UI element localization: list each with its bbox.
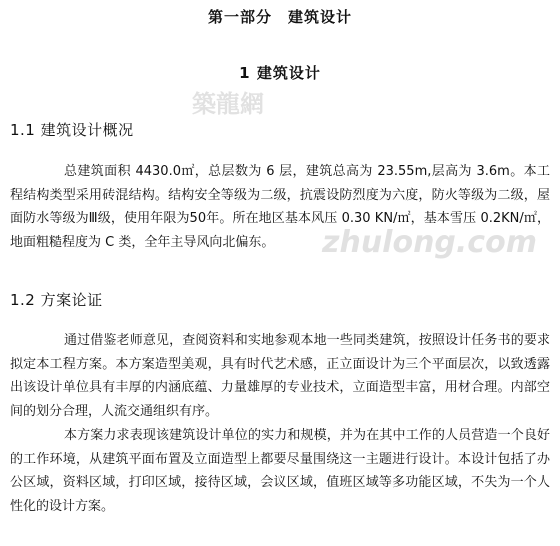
section-heading-1-1: 1.1 建筑设计概况 xyxy=(10,121,134,139)
section-1-2-paragraph-1: 通过借鉴老师意见，查阅资料和实地参观本地一些同类建筑，按照设计任务书的要求拟定本工程方案。本方案造型美观，具有时代艺术感，正立面设计为三个平面层次，以致透露出该设计单位具有丰厚的内涵底蕴、力量雄厚的专业技术，立面造型丰富，用材合理。内部空间的划分合理，人流交通组织有序。 xyxy=(10,333,550,419)
section-heading-1-2: 1.2 方案论证 xyxy=(10,291,103,309)
part-title: 第一部分 建筑设计 xyxy=(207,8,352,26)
section-1-2-paragraph-2: 本方案力求表现该建筑设计单位的实力和规模，并为在其中工作的人员营造一个良好的工作环境，从建筑平面布置及立面造型上都要尽量围绕这一主题进行设计。本设计包括了办公区域，资料区域，打印区域，接待区域，会议区域，值班区域等多功能区域，不失为一个人性化的设计方案。 xyxy=(10,428,550,514)
watermark-site-text: zhulong.com xyxy=(322,225,537,260)
section-1-1-paragraph: 总建筑面积 4430.0㎡，总层数为 6 层，建筑总高为 23.55m,层高为 3.6m。本工程结构类型采用砖混结构。结构安全等级为二级，抗震设防烈度为六度，防火等级为二级，屋面防水等级为Ⅲ级，使用年限为50年。所在地区基本风压 0.30 KN/㎡，基本雪压 0.2KN/㎡，地面粗糙程度为 C 类，全年主导风向北偏东。 xyxy=(10,164,550,250)
chapter-title: 1 建筑设计 xyxy=(239,64,321,82)
watermark-logo-text: 築龍網 xyxy=(192,89,264,118)
